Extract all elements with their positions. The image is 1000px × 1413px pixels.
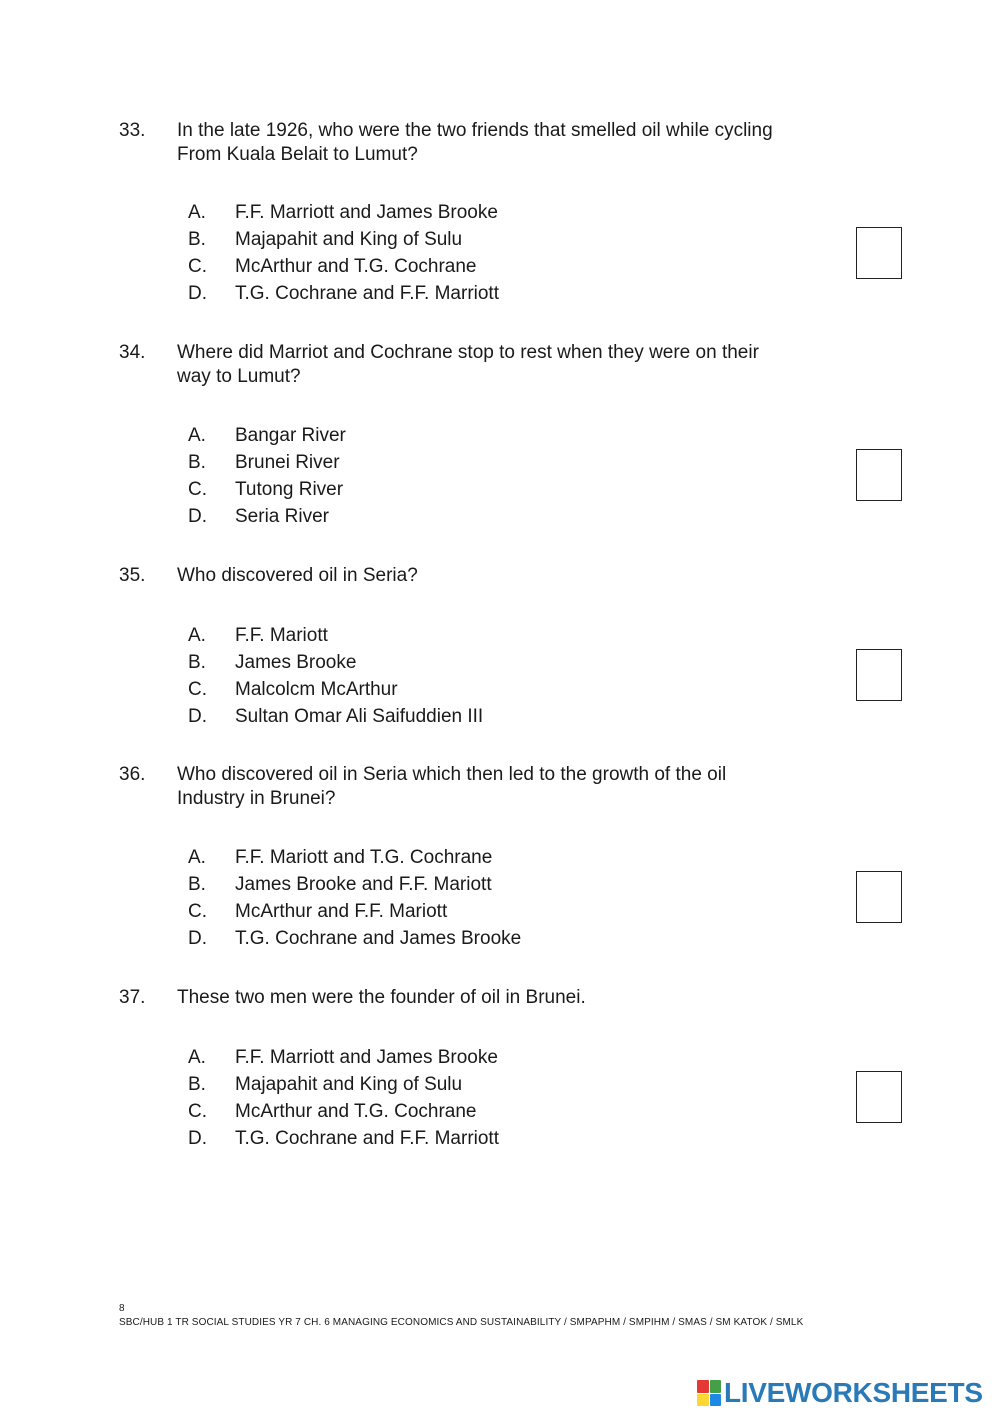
option-33-d: D. T.G. Cochrane and F.F. Marriott [188,283,499,304]
option-37-d: D. T.G. Cochrane and F.F. Marriott [188,1128,499,1149]
option-36-d: D. T.G. Cochrane and James Brooke [188,928,522,949]
option-34-d: D. Seria River [188,506,329,527]
option-35-d: D. Sultan Omar Ali Saifuddien III [188,706,484,727]
liveworksheets-logo-icon [697,1380,721,1406]
logo-square-2 [710,1380,722,1393]
logo-square-4 [710,1394,722,1407]
question-text: Where did Marriot and Cochrane stop to rest when they were on their way to Lumut? [177,342,759,387]
page-number: 8 [119,1303,125,1314]
option-35-a: A. F.F. Mariott [188,625,328,646]
question-number: 35. [119,565,146,586]
option-34-a: A. Bangar River [188,425,346,446]
option-37-a: A. F.F. Marriott and James Brooke [188,1047,498,1068]
answer-box-36[interactable] [856,871,902,923]
option-36-a: A. F.F. Mariott and T.G. Cochrane [188,847,493,868]
question-text: In the late 1926, who were the two friends that smelled oil while cycling From Kuala Belait to Lumut? [177,120,773,165]
answer-box-37[interactable] [856,1071,902,1123]
question-text: Who discovered oil in Seria which then led to the growth of the oil Industry in Brunei? [177,764,727,809]
liveworksheets-brand [697,1376,983,1410]
option-36-b: B. James Brooke and F.F. Mariott [188,874,492,895]
footer-text: SBC/HUB 1 TR SOCIAL STUDIES YR 7 CH. 6 MANAGING ECONOMICS AND SUSTAINABILITY / SMPAPHM / SMPIHM / SMAS / SM KATOK / SMLK [119,1317,804,1328]
answer-box-35[interactable] [856,649,902,701]
logo-square-1 [697,1380,709,1393]
brand-name: LIVEWORKSHEETS [724,1377,983,1408]
option-33-b: B. Majapahit and King of Sulu [188,229,463,250]
option-34-b: B. Brunei River [188,452,340,473]
option-34-c: C. Tutong River [188,479,344,500]
answer-box-34[interactable] [856,449,902,501]
option-37-c: C. McArthur and T.G. Cochrane [188,1101,477,1122]
option-35-b: B. James Brooke [188,652,357,673]
question-number: 33. [119,120,146,141]
question-number: 34. [119,342,146,363]
option-33-c: C. McArthur and T.G. Cochrane [188,256,477,277]
option-33-a: A. F.F. Marriott and James Brooke [188,202,498,223]
option-35-c: C. Malcolcm McArthur [188,679,398,700]
question-text: Who discovered oil in Seria? [177,565,418,586]
logo-square-3 [697,1394,709,1407]
answer-box-33[interactable] [856,227,902,279]
question-text: These two men were the founder of oil in Brunei. [177,987,586,1008]
question-number: 37. [119,987,146,1008]
option-37-b: B. Majapahit and King of Sulu [188,1074,463,1095]
question-number: 36. [119,764,146,785]
option-36-c: C. McArthur and F.F. Mariott [188,901,448,922]
